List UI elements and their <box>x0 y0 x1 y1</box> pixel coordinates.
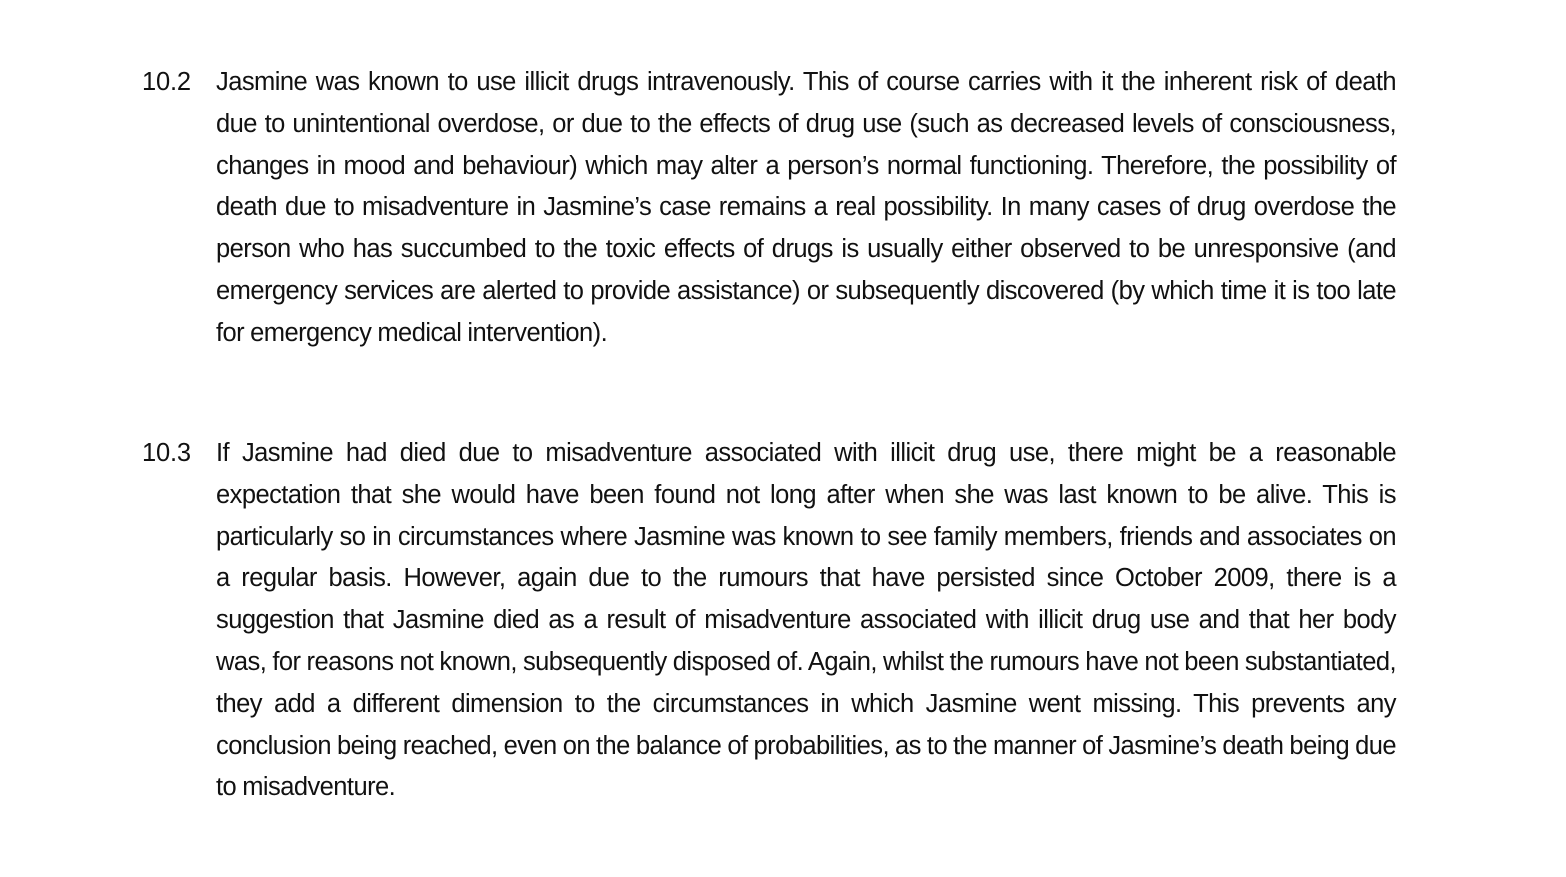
paragraph-text: Jasmine was known to use illicit drugs intravenously. This of course carries with it the inherent risk of death due to unintentional overdose, or due to the effects of drug use (such as decreased levels of consciousness, changes in mood and behaviour) which may alter a person’s normal functioning. Therefore, the possibility of death due to misadventure in Jasmine’s case remains a real possibility. In many cases of drug overdose the person who has succumbed to the toxic effects of drugs is usually either observed to be unresponsive (and emergency services are alerted to provide assistance) or subsequently discovered (by which time it is too late for emergency medical intervention). <box>216 68 1396 347</box>
paragraph-10-2 <box>142 62 1396 355</box>
paragraph-10-3 <box>142 433 1396 809</box>
paragraph-number: 10.3 <box>142 439 191 467</box>
paragraph-text: If Jasmine had died due to misadventure associated with illicit drug use, there might be a reasonable expectation that she would have been found not long after when she was last known to be alive. This is particularly so in circumstances where Jasmine was known to see family members, friends and associates on a regular basis. However, again due to the rumours that have persisted since October 2009, there is a suggestion that Jasmine died as a result of misadventure associated with illicit drug use and that her body was, for reasons not known, subsequently disposed of. Again, whilst the rumours have not been substantiated, they add a different dimension to the circumstances in which Jasmine went missing. This prevents any conclusion being reached, even on the balance of probabilities, as to the manner of Jasmine’s death being due to misadventure. <box>216 439 1397 802</box>
paragraph-number: 10.2 <box>142 68 191 96</box>
